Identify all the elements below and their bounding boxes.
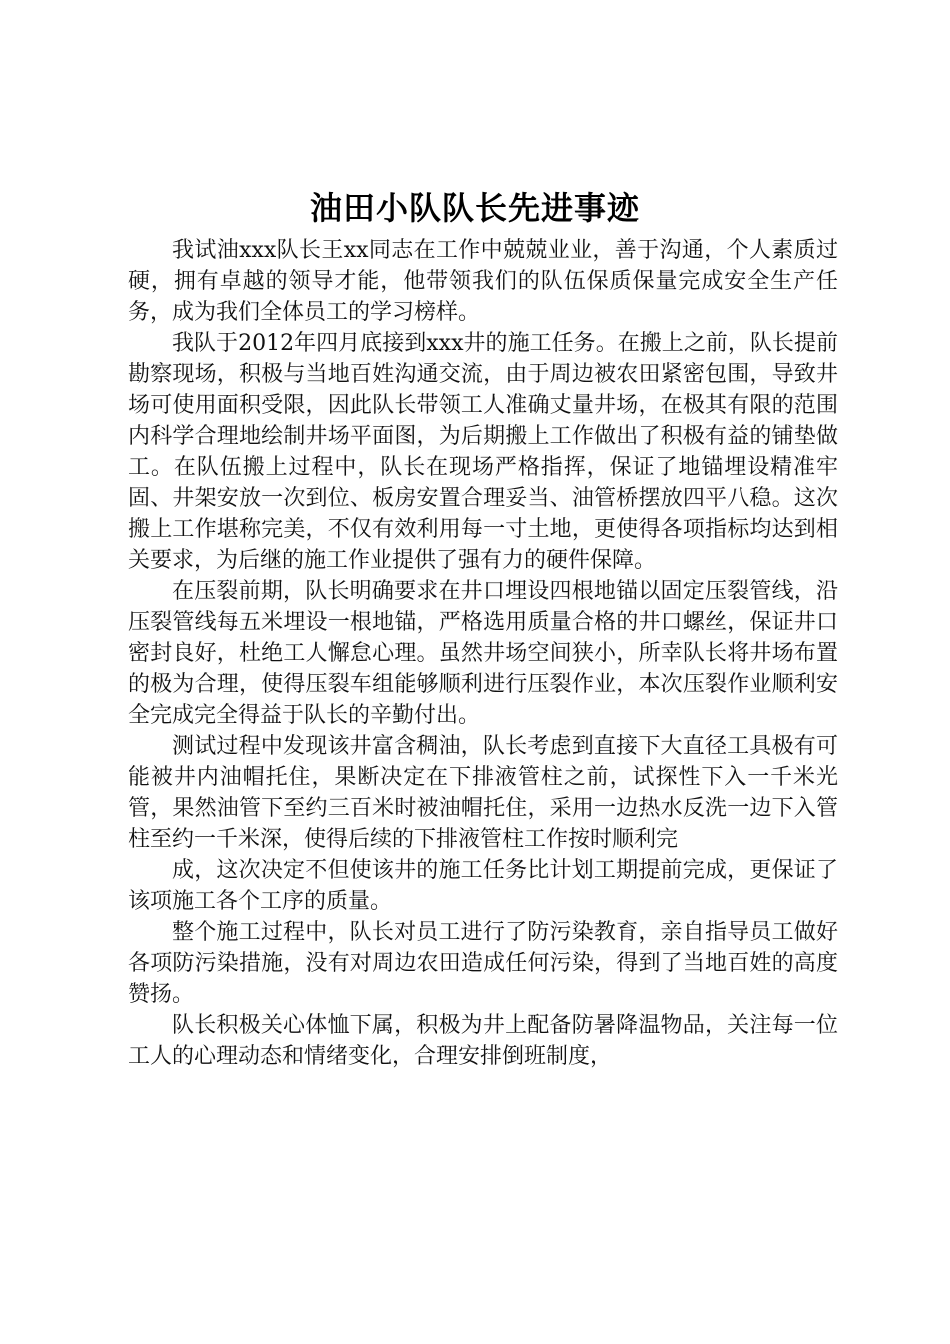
- paragraph: 测试过程中发现该井富含稠油，队长考虑到直接下大直径工具极有可能被井内油帽托住，果断决定在下排液管柱之前，试探性下入一千米光管，果然油管下至约三百米时被油帽托住，采用一边热水反洗一边下入管柱至约一千米深，使得后续的下排液管柱工作按时顺利完: [128, 734, 838, 852]
- document-body: [128, 235, 838, 1072]
- paragraph: 整个施工过程中，队长对员工进行了防污染教育，亲自指导员工做好各项防污染措施，没有对周边农田造成任何污染，得到了当地百姓的高度赞扬。: [128, 920, 838, 1007]
- paragraph: 我队于2012年四月底接到xxx井的施工任务。在搬上之前，队长提前勘察现场，积极与当地百姓沟通交流，由于周边被农田紧密包围，导致井场可使用面积受限，因此队长带领工人准确丈量井场，在极其有限的范围内科学合理地绘制井场平面图，为后期搬上工作做出了积极有益的铺垫做工。在队伍搬上过程中，队长在现场严格指挥，保证了地锚埋设精准牢固、井架安放一次到位、板房安置合理妥当、油管桥摆放四平八稳。这次搬上工作堪称完美，不仅有效利用每一寸土地，更使得各项指标均达到相关要求，为后继的施工作业提供了强有力的硬件保障。: [128, 331, 838, 573]
- paragraph: 成，这次决定不但使该井的施工任务比计划工期提前完成，更保证了该项施工各个工序的质量。: [128, 858, 838, 914]
- paragraph: 我试油xxx队长王xx同志在工作中兢兢业业，善于沟通，个人素质过硬，拥有卓越的领导才能，他带领我们的队伍保质保量完成安全生产任务，成为我们全体员工的学习榜样。: [128, 238, 838, 325]
- document-title: 油田小队队长先进事迹: [309, 189, 640, 227]
- paragraph: 队长积极关心体恤下属，积极为井上配备防暑降温物品，关注每一位工人的心理动态和情绪变化，合理安排倒班制度，: [128, 1013, 838, 1069]
- paragraph: 在压裂前期，队长明确要求在井口埋设四根地锚以固定压裂管线，沿压裂管线每五米埋设一根地锚，严格选用质量合格的井口螺丝，保证井口密封良好，杜绝工人懈怠心理。虽然井场空间狭小，所幸队长将井场布置的极为合理，使得压裂车组能够顺利进行压裂作业，本次压裂作业顺利安全完成完全得益于队长的辛勤付出。: [128, 579, 838, 728]
